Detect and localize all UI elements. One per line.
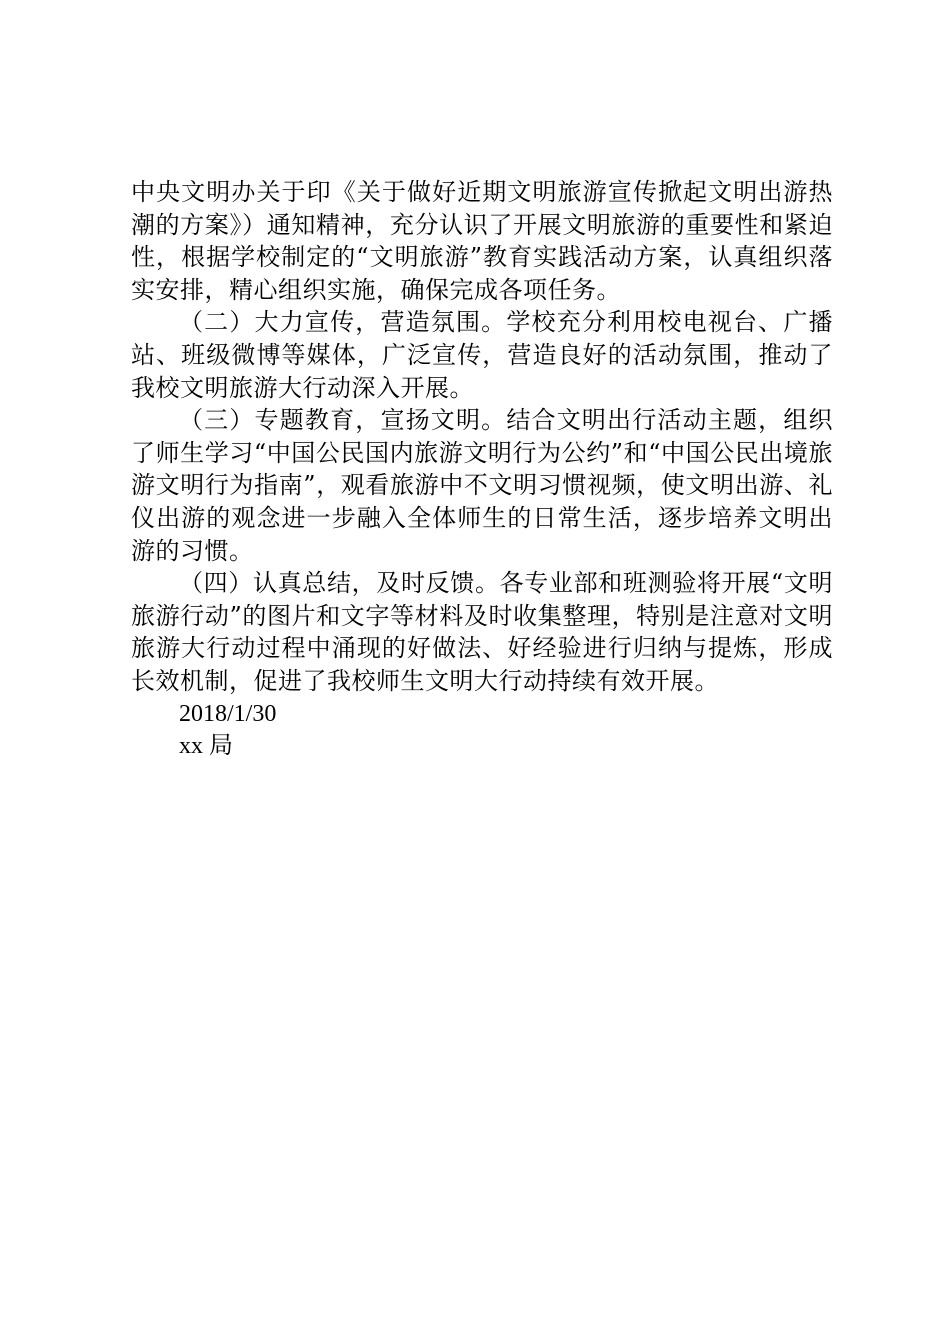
- paragraph-summary: （四）认真总结，及时反馈。各专业部和班测验将开展“文明旅游行动”的图片和文字等材料及时收集整理，特别是注意对文明旅游大行动过程中涌现的好做法、好经验进行归纳与提炼，形成长效机制，促进了我校师生文明大行动持续有效开展。: [131, 569, 833, 695]
- paragraph-education: （三）专题教育，宣扬文明。结合文明出行活动主题，组织了师生学习“中国公民国内旅游文明行为公约”和“中国公民出境旅游文明行为指南”，观看旅游中不文明习惯视频，使文明出游、礼仪出游的观念进一步融入全体师生的日常生活，逐步培养文明出游的习惯。: [131, 406, 833, 565]
- document-organization: xx 局: [179, 733, 233, 760]
- paragraph-continuation: 中央文明办关于印《关于做好近期文明旅游宣传掀起文明出游热潮的方案》）通知精神，充分认识了开展文明旅游的重要性和紧迫性，根据学校制定的“文明旅游”教育实践活动方案，认真组织落实安排，精心组织实施，确保完成各项任务。: [131, 178, 833, 304]
- document-body: [131, 176, 833, 763]
- document-date: 2018/1/30: [179, 700, 277, 727]
- paragraph-publicity: （二）大力宣传，营造氛围。学校充分利用校电视台、广播站、班级微博等媒体，广泛宣传，营造良好的活动氛围，推动了我校文明旅游大行动深入开展。: [131, 308, 833, 402]
